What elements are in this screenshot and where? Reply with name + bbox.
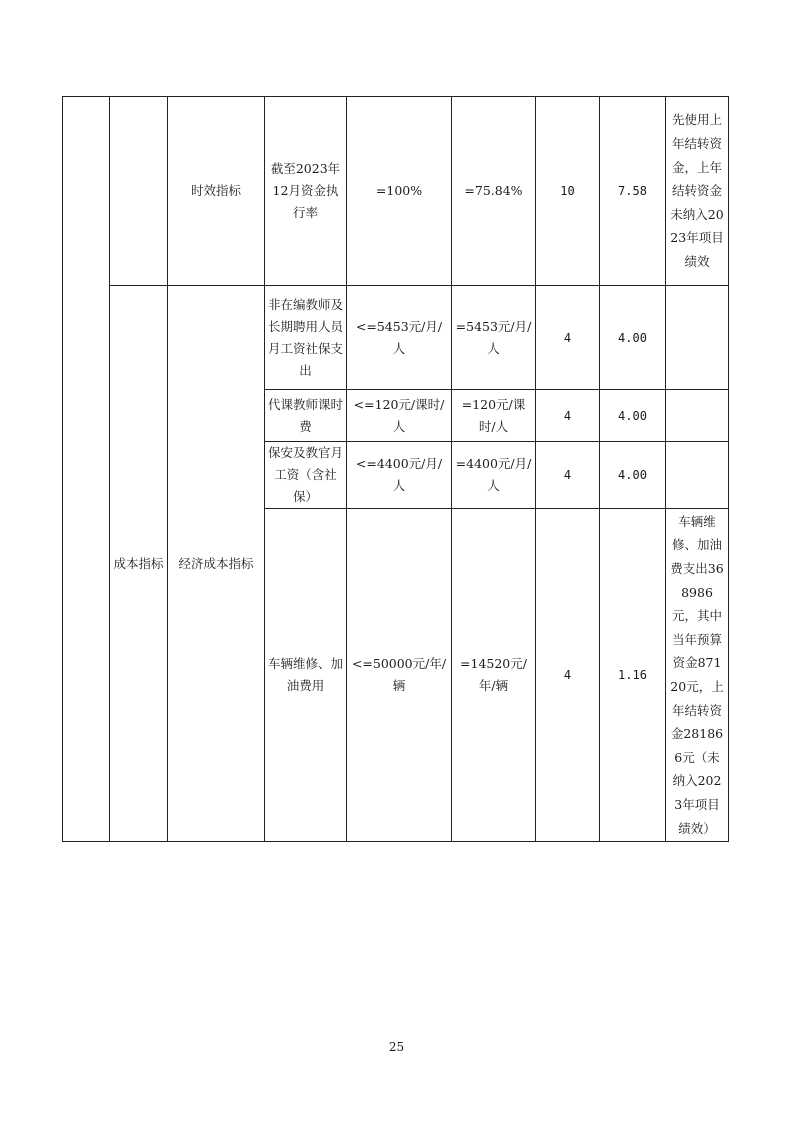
target-cell: <=4400元/月/人: [347, 442, 452, 509]
level3-cell: 时效指标: [168, 97, 265, 286]
level2-cell: [110, 97, 168, 286]
actual-cell: =75.84%: [452, 97, 536, 286]
note-cell: 车辆维修、加油费支出368986元，其中当年预算资金87120元，上年结转资金281866元（未纳入2023年项目绩效）: [666, 509, 729, 842]
table-row: [63, 97, 729, 286]
note-cell: [666, 286, 729, 390]
score-cell: 1.16: [600, 509, 666, 842]
actual-cell: =5453元/月/人: [452, 286, 536, 390]
indicator-cell: 车辆维修、加油费用: [265, 509, 347, 842]
score-cell: 7.58: [600, 97, 666, 286]
weight-cell: 10: [536, 97, 600, 286]
indicator-cell: 代课教师课时费: [265, 390, 347, 442]
score-cell: 4.00: [600, 442, 666, 509]
level2-cell: 成本指标: [110, 286, 168, 842]
actual-cell: =120元/课时/人: [452, 390, 536, 442]
weight-cell: 4: [536, 442, 600, 509]
weight-cell: 4: [536, 286, 600, 390]
target-cell: <=50000元/年/辆: [347, 509, 452, 842]
level3-cell: 经济成本指标: [168, 286, 265, 842]
note-cell: [666, 442, 729, 509]
indicator-cell: 非在编教师及长期聘用人员月工资社保支出: [265, 286, 347, 390]
table-row: [63, 286, 729, 390]
level1-cell: [63, 97, 110, 842]
indicator-cell: 保安及教官月工资（含社保）: [265, 442, 347, 509]
actual-cell: =4400元/月/人: [452, 442, 536, 509]
target-cell: <=120元/课时/人: [347, 390, 452, 442]
target-cell: <=5453元/月/人: [347, 286, 452, 390]
note-cell: 先使用上年结转资金，上年结转资金未纳入2023年项目绩效: [666, 97, 729, 286]
weight-cell: 4: [536, 509, 600, 842]
score-cell: 4.00: [600, 390, 666, 442]
weight-cell: 4: [536, 390, 600, 442]
indicator-cell: 截至2023年12月资金执行率: [265, 97, 347, 286]
actual-cell: =14520元/年/辆: [452, 509, 536, 842]
target-cell: =100%: [347, 97, 452, 286]
note-cell: [666, 390, 729, 442]
performance-indicator-table: [62, 96, 729, 842]
page-number: 25: [388, 1040, 405, 1054]
score-cell: 4.00: [600, 286, 666, 390]
